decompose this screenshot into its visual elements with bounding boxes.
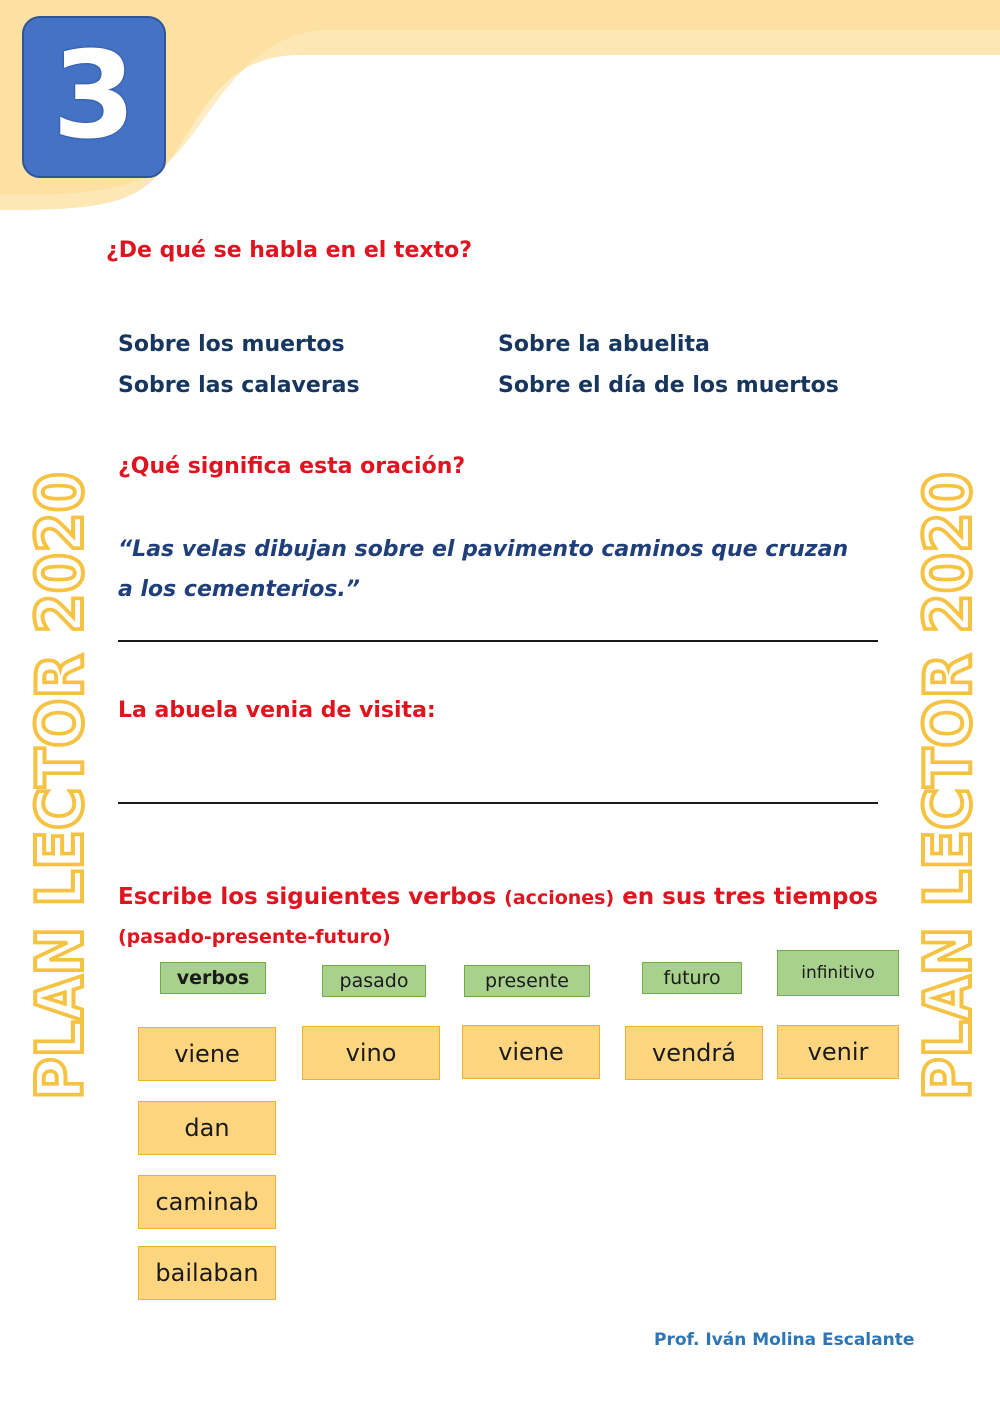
lesson-number-badge: 3	[22, 16, 166, 178]
question-4-title-end: en sus tres tiempos	[614, 884, 878, 910]
header-futuro: futuro	[642, 962, 742, 994]
question-4-subtitle: (pasado-presente-futuro)	[118, 926, 391, 948]
side-banner-left	[20, 407, 98, 1100]
infinitive-cell[interactable]: venir	[777, 1025, 899, 1079]
question-1-title: ¿De qué se habla en el texto?	[106, 238, 472, 263]
side-banner-right	[908, 407, 986, 1100]
option-2[interactable]: Sobre la abuelita	[498, 332, 710, 357]
author-credit: Prof. Iván Molina Escalante	[654, 1330, 915, 1350]
option-4[interactable]: Sobre el día de los muertos	[498, 373, 839, 398]
header-infinitivo: infinitivo	[777, 950, 899, 996]
verb-cell[interactable]: viene	[138, 1027, 276, 1081]
side-banner-left-text: PLAN LECTOR 2020	[24, 407, 98, 1100]
question-3-title: La abuela venia de visita:	[118, 698, 436, 723]
quote-text	[118, 530, 878, 610]
verb-cell[interactable]: caminab	[138, 1175, 276, 1229]
answer-line-1[interactable]	[118, 640, 878, 642]
question-4-title	[118, 884, 878, 910]
question-4-title-paren: (acciones)	[504, 887, 615, 909]
side-banner-right-text: PLAN LECTOR 2020	[912, 407, 986, 1100]
header-presente: presente	[464, 965, 590, 997]
option-1[interactable]: Sobre los muertos	[118, 332, 345, 357]
option-3[interactable]: Sobre las calaveras	[118, 373, 360, 398]
future-cell[interactable]: vendrá	[625, 1026, 763, 1080]
verb-cell[interactable]: dan	[138, 1101, 276, 1155]
header-verbos: verbos	[160, 962, 266, 994]
verb-cell[interactable]: bailaban	[138, 1246, 276, 1300]
quote-line-1: “Las velas dibujan sobre el pavimento caminos que cruzan	[118, 537, 849, 562]
past-cell[interactable]: vino	[302, 1026, 440, 1080]
answer-line-2[interactable]	[118, 802, 878, 804]
present-cell[interactable]: viene	[462, 1025, 600, 1079]
question-4-title-main: Escribe los siguientes verbos	[118, 884, 505, 910]
question-2-title: ¿Qué significa esta oración?	[118, 454, 466, 479]
header-pasado: pasado	[322, 965, 426, 997]
quote-line-2: a los cementerios.”	[118, 577, 360, 602]
